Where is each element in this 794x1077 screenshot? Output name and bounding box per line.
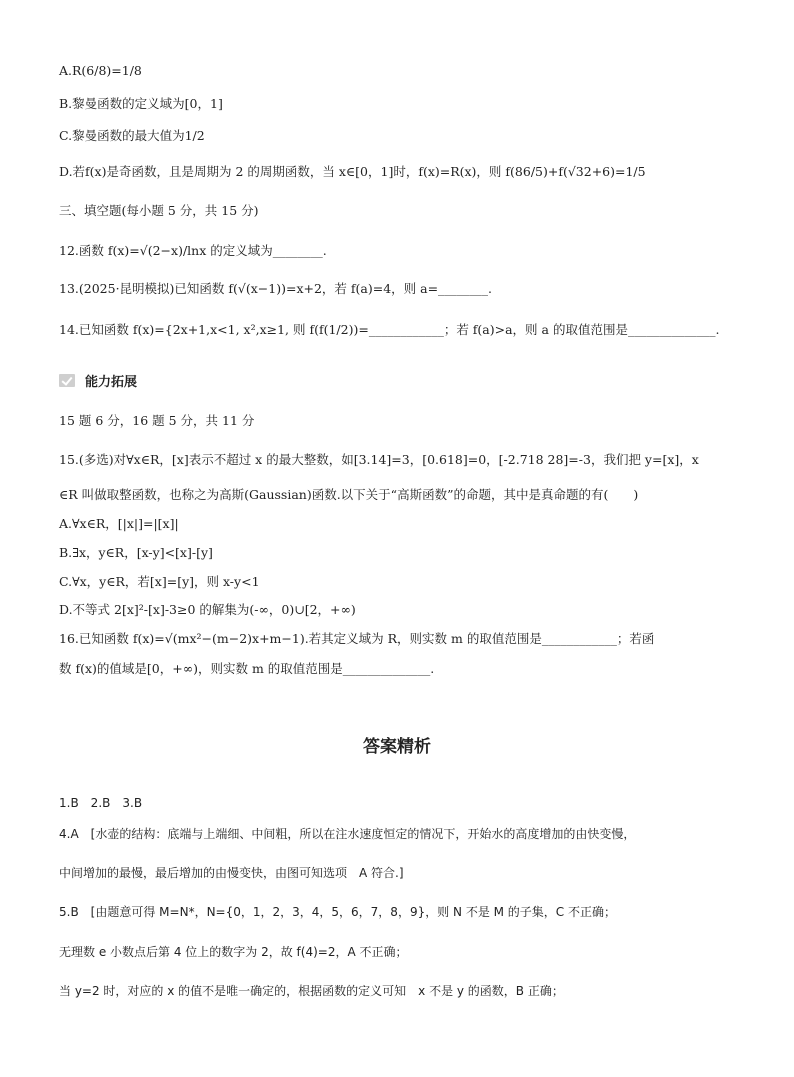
question-12: 12.函数 f(x)=√(2−x)/lnx 的定义域为________.: [59, 243, 327, 258]
ability-section-heading: [59, 371, 137, 389]
q15-option-d: D.不等式 2[x]²-[x]-3≥0 的解集为(-∞，0)∪[2，+∞): [59, 602, 356, 617]
q15-option-b: B.∃x，y∈R，[x-y]<[x]-[y]: [59, 545, 213, 560]
question-15-line1: 15.(多选)对∀x∈R，[x]表示不超过 x 的最大整数，如[3.14]=3，[0.618]=0，[-2.718 28]=-3，我们把 y=[x]，x: [59, 452, 699, 467]
question-13: 13.(2025·昆明模拟)已知函数 f(√(x−1))=x+2，若 f(a)=4，则 a=________.: [59, 281, 493, 296]
question-16-line2: 数 f(x)的值域是[0，+∞)，则实数 m 的取值范围是______________.: [59, 661, 435, 676]
answer-4-line2: 中间增加的最慢，最后增加的由慢变快，由图可知选项 A 符合.]: [59, 866, 404, 880]
option-b: B.黎曼函数的定义域为[0，1]: [59, 96, 223, 111]
fill-section-heading: 三、填空题(每小题 5 分，共 15 分): [59, 203, 259, 218]
check-icon: [59, 374, 75, 387]
answer-5-line2: 无理数 e 小数点后第 4 位上的数字为 2，故 f(4)=2，A 不正确；: [59, 945, 408, 959]
option-c: C.黎曼函数的最大值为1/2: [59, 128, 205, 143]
answer-4-line1: 4.A [水壶的结构：底端与上端细、中间粗，所以在注水速度恒定的情况下，开始水的高度增加的由快变慢，: [59, 827, 636, 841]
option-a: A.R(6/8)=1/8: [59, 63, 142, 78]
answer-5-line1: 5.B [由题意可得 M=N*，N={0，1，2，3，4，5，6，7，8，9}，则 N 不是 M 的子集，C 不正确；: [59, 905, 616, 919]
q15-option-c: C.∀x，y∈R，若[x]=[y]，则 x-y<1: [59, 574, 260, 589]
answer-1-3: 1.B 2.B 3.B: [59, 796, 143, 810]
answers-title: 答案精析: [363, 737, 431, 757]
question-15-line2: ∈R 叫做取整函数，也称之为高斯(Gaussian)函数.以下关于“高斯函数”的命题，其中是真命题的有( ): [59, 487, 639, 502]
answer-5-line3: 当 y=2 时，对应的 x 的值不是唯一确定的，根据函数的定义可知 x 不是 y 的函数，B 正确；: [59, 984, 564, 998]
question-14: 14.已知函数 f(x)={2x+1,x<1, x²,x≥1, 则 f(f(1/2))=____________；若 f(a)>a，则 a 的取值范围是______________.: [59, 322, 720, 337]
ability-title: 能力拓展: [85, 374, 138, 390]
q15-option-a: A.∀x∈R，[|x|]=|[x]|: [59, 516, 179, 531]
option-d: D.若f(x)是奇函数，且是周期为 2 的周期函数，当 x∈[0，1]时，f(x)=R(x)，则 f(86/5)+f(√32+6)=1/5: [59, 164, 646, 179]
question-16-line1: 16.已知函数 f(x)=√(mx²−(m−2)x+m−1).若其定义域为 R，则实数 m 的取值范围是____________；若函: [59, 631, 655, 646]
score-note: 15 题 6 分，16 题 5 分，共 11 分: [59, 413, 255, 428]
